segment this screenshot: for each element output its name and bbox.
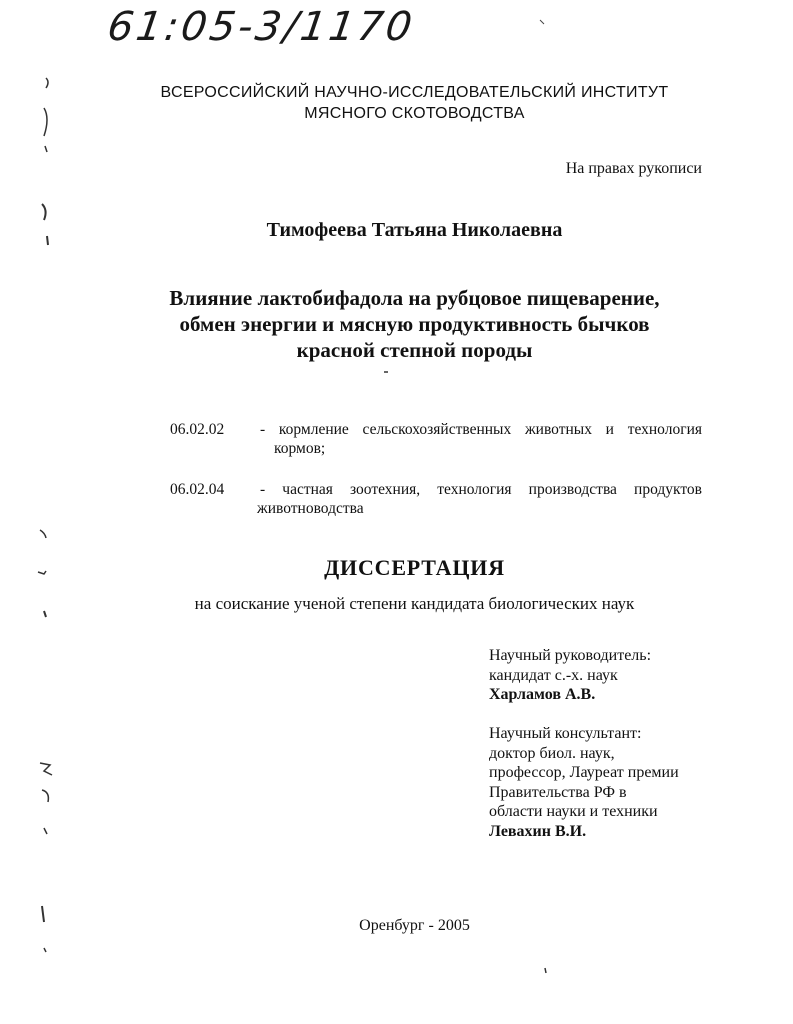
document-type: [0, 555, 793, 581]
title-line-1: Влияние лактобифадола на рубцовое пищеварение,: [169, 286, 660, 310]
specialty-2-line-1: - частная зоотехния, технология производства продуктов: [260, 481, 702, 498]
consultant-name: Левахин В.И.: [489, 822, 587, 840]
institute-line-1: ВСЕРОССИЙСКИЙ НАУЧНО-ИССЛЕДОВАТЕЛЬСКИЙ ИНСТИТУТ: [160, 84, 669, 101]
title-line-3: красной степной породы: [296, 338, 533, 362]
degree-text: на соискание ученой степени кандидата биологических наук: [194, 594, 635, 613]
specialty-1: [170, 420, 702, 458]
specialty-1-line-1: - кормление сельскохозяйственных животных и технология: [260, 421, 702, 438]
author-name-text: Тимофеева Татьяна Николаевна: [266, 219, 563, 241]
supervisor-role: Научный руководитель:: [489, 647, 652, 664]
consultant-line-4: области науки и техники: [489, 803, 658, 820]
author-name: [0, 219, 793, 242]
document-type-text: ДИССЕРТАЦИЯ: [324, 555, 505, 580]
handwritten-archive-number: 61:05-3/1170: [104, 4, 418, 50]
institute-line-2: МЯСНОГО СКОТОВОДСТВА: [304, 105, 525, 122]
institute-name: [0, 82, 793, 124]
specialty-2-code: 06.02.04: [170, 481, 225, 498]
consultant-line-3: Правительства РФ в: [489, 783, 627, 801]
supervisor-block: [489, 646, 651, 705]
specialty-1-line-2: кормов;: [274, 440, 326, 457]
consultant-line-1: доктор биол. наук,: [489, 744, 615, 762]
rights-note: На правах рукописи: [565, 160, 702, 177]
supervisor-degree: кандидат с.-х. наук: [489, 666, 618, 684]
specialty-2-line-2: животноводства: [257, 500, 364, 517]
dissertation-title: [0, 285, 793, 363]
consultant-block: [489, 724, 679, 841]
supervisor-name: Харламов А.В.: [489, 686, 596, 703]
title-line-2: обмен энергии и мясную продуктивность бычков: [179, 312, 650, 336]
specialty-2: [170, 480, 702, 518]
degree-statement: [0, 594, 793, 614]
city-year-text: Оренбург - 2005: [359, 917, 470, 934]
consultant-line-2: профессор, Лауреат премии: [489, 764, 679, 781]
specialty-1-code: 06.02.02: [170, 421, 225, 438]
consultant-role: Научный консультант:: [489, 725, 642, 742]
city-year: [0, 917, 793, 935]
